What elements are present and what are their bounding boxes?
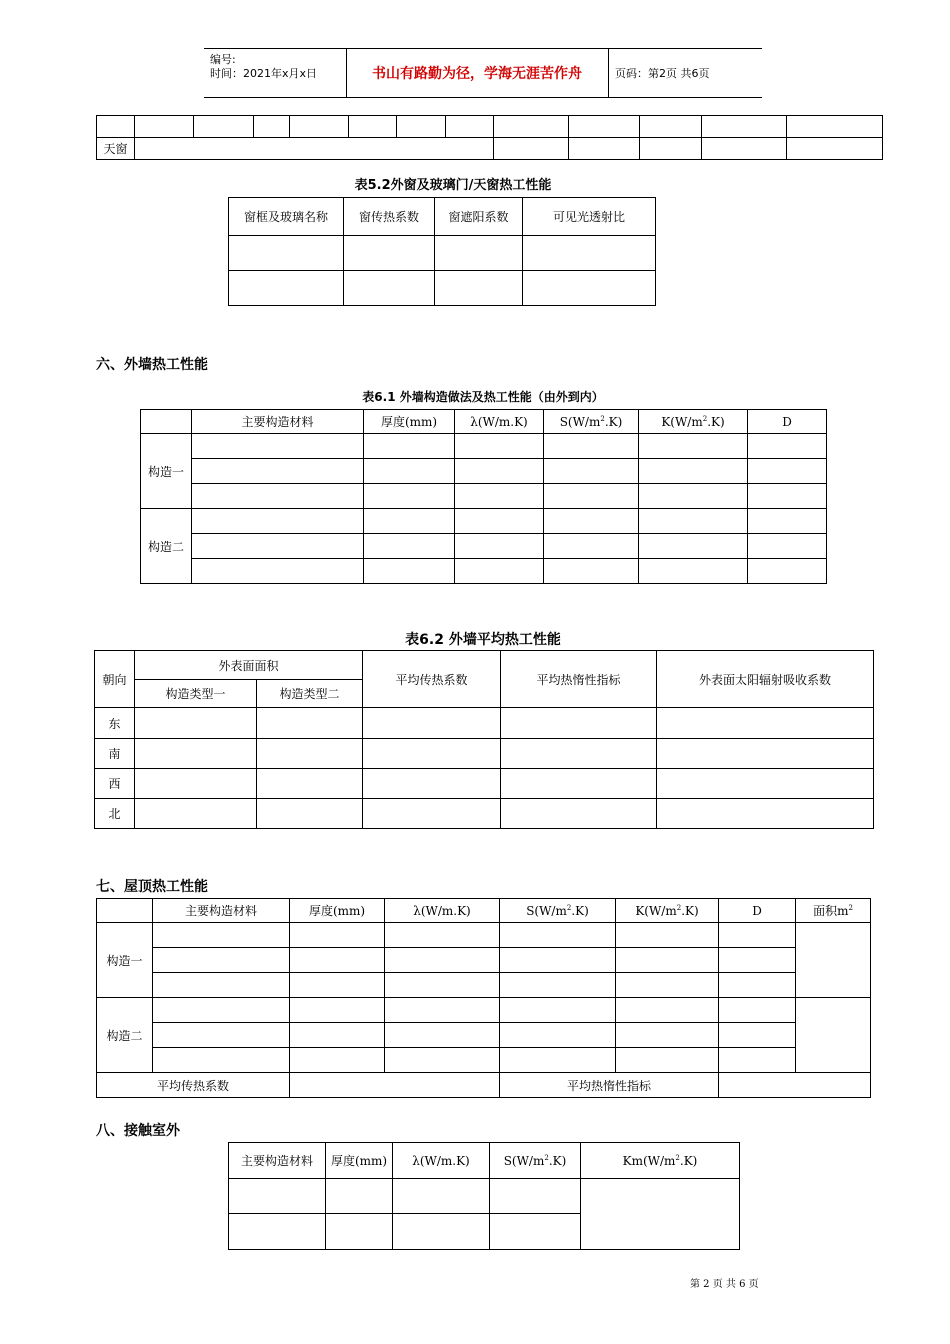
table-header-row bbox=[97, 899, 871, 923]
row-label: 东 bbox=[95, 708, 135, 739]
unit-text: .K) bbox=[571, 903, 589, 918]
table-row bbox=[95, 799, 874, 829]
col-header bbox=[581, 1143, 740, 1179]
table-header-row bbox=[229, 198, 656, 236]
col-header: 朝向 bbox=[95, 651, 135, 708]
table-row bbox=[97, 1023, 871, 1048]
table-5-2-caption: 表5.2外窗及玻璃门/天窗热工性能 bbox=[354, 178, 552, 193]
col-header: 窗遮阳系数 bbox=[435, 198, 523, 236]
col-header: 窗传热系数 bbox=[344, 198, 435, 236]
table-row bbox=[141, 459, 827, 484]
unit-text: .K) bbox=[548, 1153, 567, 1168]
section-6-title: 六、外墙热工性能 bbox=[96, 357, 208, 373]
col-header bbox=[796, 899, 871, 923]
col-header: 主要构造材料 bbox=[153, 899, 290, 923]
row-label: 北 bbox=[95, 799, 135, 829]
unit-sup: 2 bbox=[566, 903, 572, 912]
col-header bbox=[490, 1143, 581, 1179]
col-header bbox=[500, 899, 616, 923]
col-header: 构造类型二 bbox=[257, 680, 363, 708]
table-5-1-tail bbox=[96, 115, 883, 160]
table-header-row bbox=[229, 1143, 740, 1179]
table-row bbox=[229, 1179, 740, 1214]
col-header: λ(W/m.K) bbox=[455, 410, 544, 434]
unit-text: S(W/m bbox=[503, 1153, 545, 1168]
table-header-row bbox=[95, 651, 874, 680]
col-header: 外表面太阳辐射吸收系数 bbox=[657, 651, 874, 708]
unit-text: K(W/m bbox=[635, 903, 677, 918]
table-6-2 bbox=[94, 650, 874, 829]
col-header: 厚度(mm) bbox=[364, 410, 455, 434]
table-8-exterior-contact bbox=[228, 1142, 740, 1250]
table-row bbox=[229, 271, 656, 306]
table-row bbox=[97, 948, 871, 973]
unit-text: .K) bbox=[707, 414, 725, 429]
avg-k-label: 平均传热系数 bbox=[97, 1073, 290, 1098]
table-row bbox=[97, 1073, 871, 1098]
col-header: 外表面面积 bbox=[135, 651, 363, 680]
unit-sup: 2 bbox=[676, 903, 682, 912]
unit-text: Km(W/m bbox=[622, 1153, 676, 1168]
col-header: D bbox=[719, 899, 796, 923]
row-label: 构造一 bbox=[97, 923, 153, 998]
header-slogan-cell bbox=[346, 49, 609, 97]
table-row bbox=[95, 708, 874, 739]
col-header: D bbox=[748, 410, 827, 434]
table-row bbox=[97, 998, 871, 1023]
table-row bbox=[95, 739, 874, 769]
table-6-1-caption: 表6.1 外墙构造做法及热工性能（由外到内） bbox=[362, 390, 604, 404]
header-page-info: 页码：第2页 共6页 bbox=[615, 67, 710, 80]
col-header: λ(W/m.K) bbox=[385, 899, 500, 923]
doc-time-label: 时间：2021年x月x日 bbox=[210, 67, 318, 80]
header-slogan: 书山有路勤为径，学海无涯苦作舟 bbox=[372, 66, 582, 82]
col-header: 构造类型一 bbox=[135, 680, 257, 708]
skylight-label: 天窗 bbox=[97, 138, 135, 160]
col-header: 厚度(mm) bbox=[326, 1143, 393, 1179]
table-7-roof bbox=[96, 898, 871, 1098]
row-label: 构造一 bbox=[141, 434, 192, 509]
col-header: 厚度(mm) bbox=[290, 899, 385, 923]
col-header bbox=[616, 899, 719, 923]
table-row bbox=[97, 923, 871, 948]
unit-text: .K) bbox=[681, 903, 699, 918]
table-row bbox=[97, 1048, 871, 1073]
page-header bbox=[204, 48, 762, 98]
col-header: 平均传热系数 bbox=[363, 651, 501, 708]
table-5-2 bbox=[228, 197, 656, 306]
table-row bbox=[141, 484, 827, 509]
row-label: 构造二 bbox=[141, 509, 192, 584]
col-header: 主要构造材料 bbox=[192, 410, 364, 434]
row-label: 构造二 bbox=[97, 998, 153, 1073]
table-header-row bbox=[141, 410, 827, 434]
table-row bbox=[97, 138, 883, 160]
unit-text: .K) bbox=[604, 414, 623, 429]
table-row bbox=[229, 236, 656, 271]
unit-text: S(W/m bbox=[526, 903, 567, 918]
col-header bbox=[639, 410, 748, 434]
table-row bbox=[97, 116, 883, 138]
page-footer: 第 2 页 共 6 页 bbox=[690, 1279, 759, 1290]
unit-sup: 2 bbox=[675, 1153, 680, 1162]
unit-sup: 2 bbox=[702, 414, 708, 423]
avg-d-label: 平均热惰性指标 bbox=[500, 1073, 719, 1098]
table-6-2-caption: 表6.2 外墙平均热工性能 bbox=[405, 632, 561, 648]
unit-sup: 2 bbox=[544, 1153, 549, 1162]
section-8-title: 八、接触室外 bbox=[96, 1123, 180, 1139]
table-row bbox=[97, 973, 871, 998]
col-header: 平均热惰性指标 bbox=[501, 651, 657, 708]
col-header: 主要构造材料 bbox=[229, 1143, 326, 1179]
header-page-cell bbox=[609, 49, 762, 97]
section-7-title: 七、屋顶热工性能 bbox=[96, 879, 208, 895]
row-label: 西 bbox=[95, 769, 135, 799]
table-row bbox=[141, 509, 827, 534]
header-meta bbox=[204, 49, 347, 97]
table-row bbox=[141, 559, 827, 584]
col-header: 窗框及玻璃名称 bbox=[229, 198, 344, 236]
table-row bbox=[141, 434, 827, 459]
unit-sup: 2 bbox=[600, 414, 605, 423]
col-header: λ(W/m.K) bbox=[393, 1143, 490, 1179]
table-row bbox=[95, 769, 874, 799]
unit-text: S(W/m bbox=[559, 414, 601, 429]
col-header: 可见光透射比 bbox=[523, 198, 656, 236]
doc-code-label: 编号: bbox=[210, 53, 236, 66]
unit-text: K(W/m bbox=[661, 414, 703, 429]
unit-sup: 2 bbox=[848, 904, 853, 912]
row-label: 南 bbox=[95, 739, 135, 769]
unit-text: .K) bbox=[679, 1153, 698, 1168]
table-row bbox=[141, 534, 827, 559]
unit-text: 面积m bbox=[813, 904, 849, 918]
table-6-1 bbox=[140, 409, 827, 584]
col-header bbox=[544, 410, 639, 434]
